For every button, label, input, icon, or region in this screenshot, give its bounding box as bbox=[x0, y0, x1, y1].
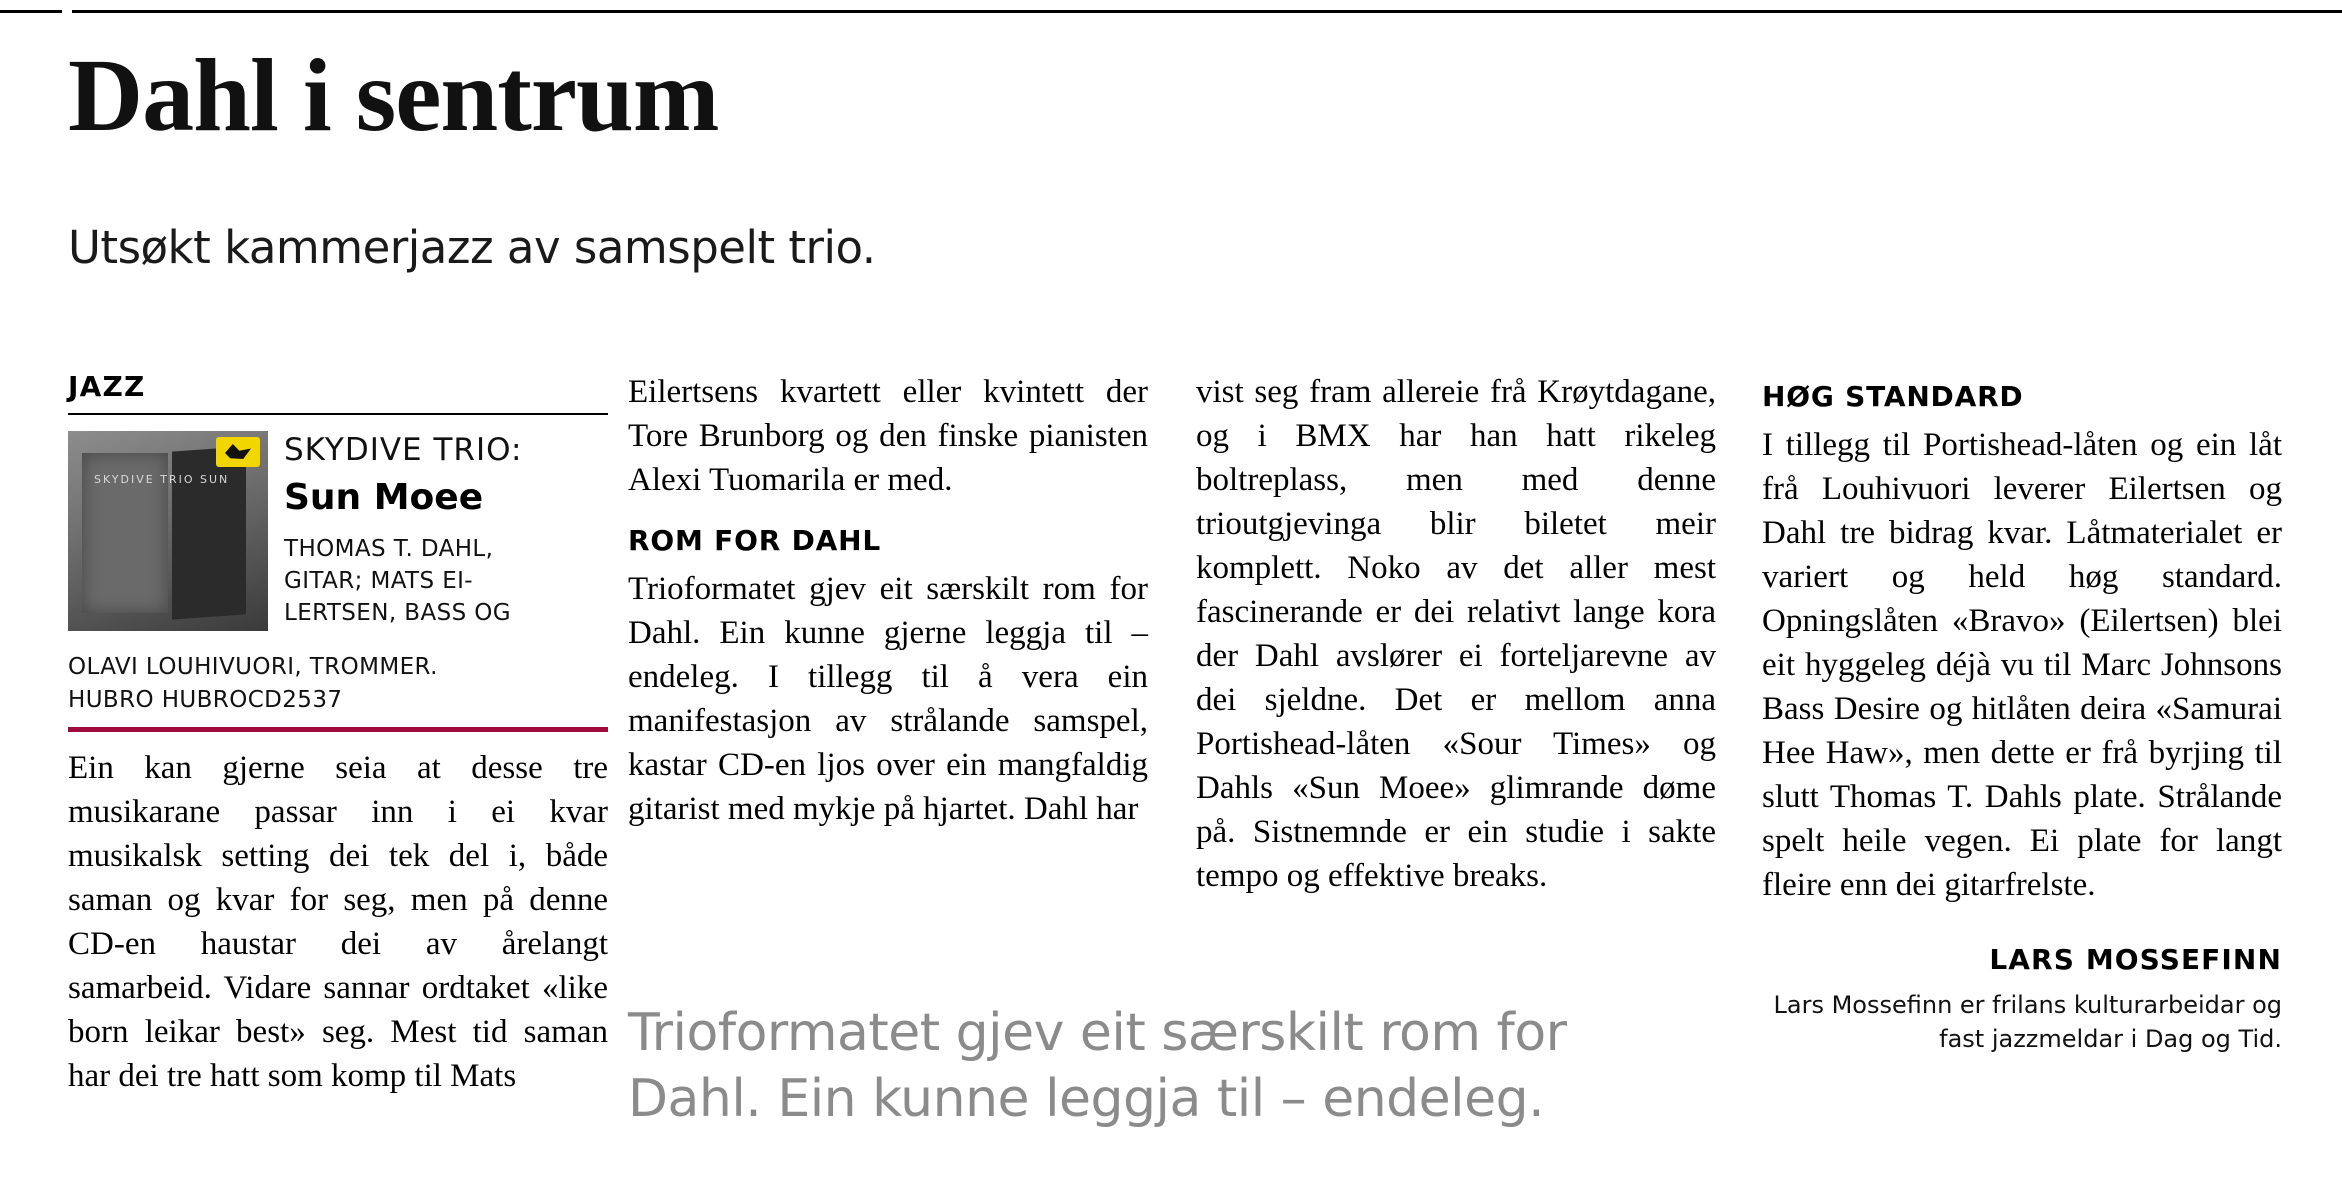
album-info-block bbox=[68, 431, 608, 651]
subheading-rom-for-dahl: ROM FOR DAHL bbox=[628, 524, 882, 557]
paragraph: vist seg fram allereie frå Krøytdagane, og i BMX har han hatt rikeleg boltreplass, men med denne trioutgjevinga blir biletet meir komplett. Noko av det aller mest fascinerande er dei relativt lange kora der Dahl avslører ei forteljarevne av dei sjeldne. Det er mellom anna Portishead-låten «Sour Times» og Dahls «Sun Moee» glimrande døme på. Sistnemnde er ein studie i sakte tempo og effektive breaks. bbox=[1196, 374, 1716, 894]
top-rule-left bbox=[0, 10, 62, 13]
column-three bbox=[1196, 370, 1716, 920]
standfirst: Utsøkt kammerjazz av samspelt trio. bbox=[68, 221, 876, 274]
accent-rule bbox=[68, 727, 608, 732]
album-meta bbox=[284, 431, 608, 629]
byline-note: Lars Mossefinn er frilans kulturarbeidar og fast jazzmeldar i Dag og Tid. bbox=[1773, 991, 2282, 1053]
top-rule-right bbox=[72, 10, 2342, 13]
column-two bbox=[628, 370, 1148, 853]
byline: LARS MOSSEFINN bbox=[1989, 943, 2282, 976]
album-cover-image bbox=[68, 431, 268, 631]
page-title: Dahl i sentrum bbox=[68, 38, 719, 153]
body-text-column-four bbox=[1762, 423, 2282, 907]
label-badge-icon bbox=[216, 437, 260, 467]
album-credits-line3: LERTSEN, BASS OG bbox=[284, 600, 512, 626]
paragraph: Ein kan gjerne seia at desse tre musikarane passar inn i ei kvar musikalsk setting dei tek del i, både saman og kvar for seg, men på denne CD-en haustar dei av årelangt samarbeid. Vidare sannar ordtaket «like born leikar best» seg. Mest tid saman har dei tre hatt som komp til Mats bbox=[68, 750, 608, 1094]
album-artist: SKYDIVE TRIO: bbox=[284, 432, 523, 468]
subheading-hog-standard: HØG STANDARD bbox=[1762, 380, 2024, 413]
cover-text: SKYDIVE TRIO SUN bbox=[94, 473, 230, 486]
column-four bbox=[1762, 370, 2282, 1056]
album-label: HUBRO HUBROCD2537 bbox=[68, 687, 343, 713]
paragraph: Eilertsens kvartett eller kvintett der Tore Brunborg og den finske pianisten Alexi Tuomarila er med. bbox=[628, 374, 1148, 498]
body-text-column-three bbox=[1196, 370, 1716, 898]
section-kicker: JAZZ bbox=[68, 370, 146, 403]
column-one bbox=[68, 370, 608, 1120]
paragraph: I tillegg til Portishead-låten og ein låt frå Louhivuori leverer Eilertsen og Dahl tre bidrag kvar. Låtmaterialet er variert og held høg standard. Opningslåten «Bravo» (Eilertsen) blei eit hyggeleg déjà vu til Marc Johnsons Bass Desire og hitlåten deira «Samurai Hee Haw», men dette er frå byrjing til slutt Thomas T. Dahls plate. Strålande spelt heile vegen. Ei plate for langt fleire enn dei gitarfrelste. bbox=[1762, 427, 2282, 903]
body-text-column-one bbox=[68, 746, 608, 1098]
album-title: Sun Moee bbox=[284, 477, 484, 518]
paragraph: Trioformatet gjev eit særskilt rom for Dahl. Ein kunne gjerne leggja til – endeleg. I tillegg til å vera ein manifestasjon av strålande samspel, kastar CD-en ljos over ein mangfaldig gitarist med mykje på hjartet. Dahl har bbox=[628, 571, 1148, 827]
album-credits-line2: GITAR; MATS EI- bbox=[284, 568, 474, 594]
body-text-column-two-after bbox=[628, 567, 1148, 831]
album-credits-line4: OLAVI LOUHIVUORI, TROMMER. bbox=[68, 654, 438, 680]
album-credits-line1: THOMAS T. DAHL, bbox=[284, 536, 494, 562]
body-text-column-two-top bbox=[628, 370, 1148, 502]
kicker-rule bbox=[68, 413, 608, 415]
bird-icon bbox=[225, 444, 251, 459]
pull-quote: Trioformatet gjev eit særskilt rom for Dahl. Ein kunne leggja til – endeleg. bbox=[628, 1003, 1567, 1129]
